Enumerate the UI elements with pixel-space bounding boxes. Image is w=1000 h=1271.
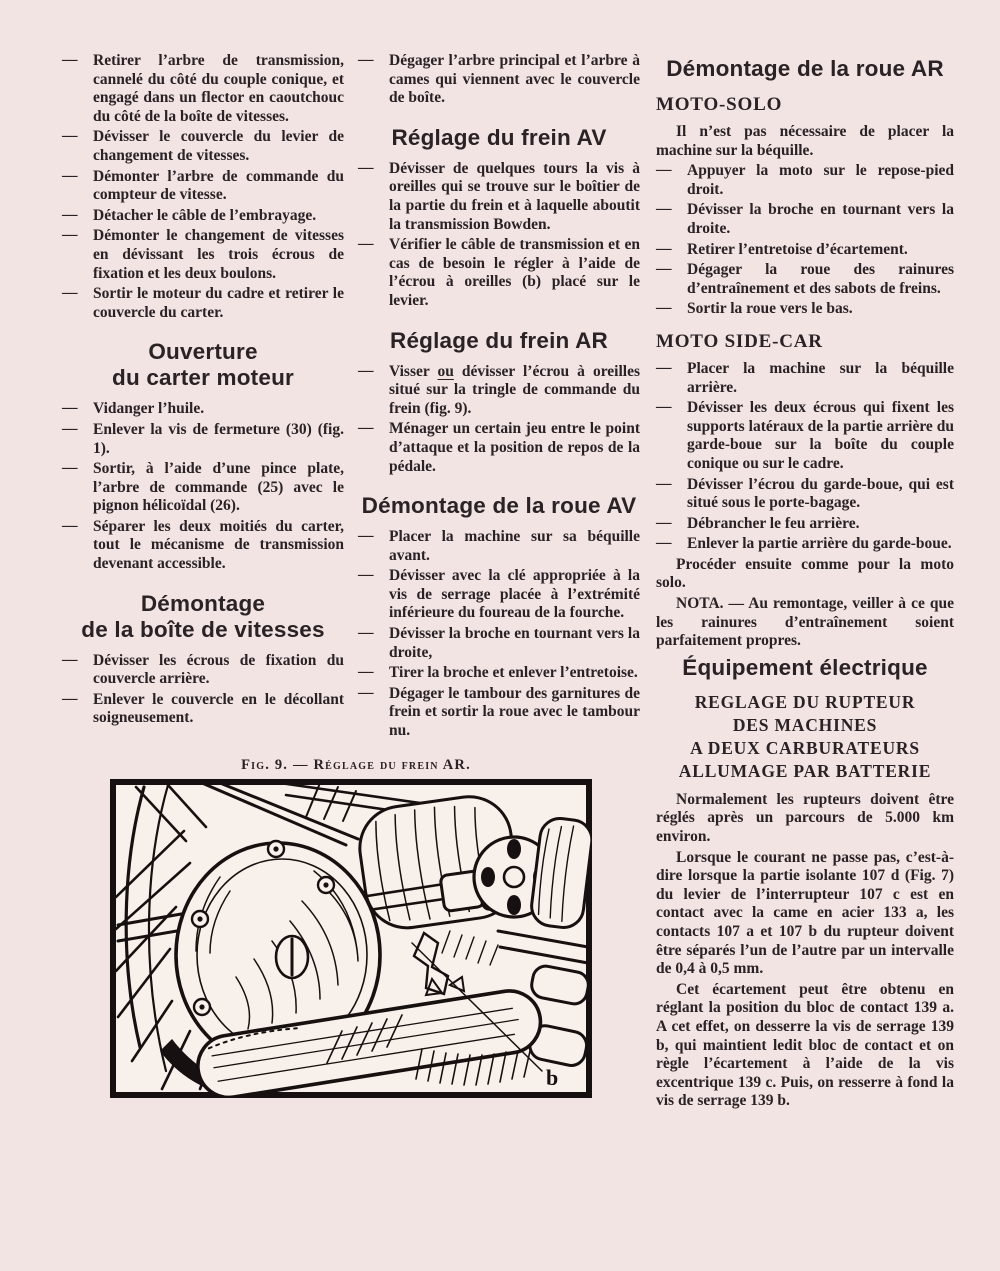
- paragraph: Cet écartement peut être obtenu en réglant la position du bloc de contact 139 a. A cet effet, on desserre la vis de serrage 139 b, qui maintient ledit bloc de contact et on règle l’écartement à l’aide de la vis excentrique 139 c. Puis, on resserre à fond la vis de serrage 139 b.: [656, 980, 954, 1110]
- brake-figure-illustration: [110, 779, 592, 1098]
- list-item: [358, 567, 640, 623]
- heading-line: du carter moteur: [112, 365, 294, 391]
- heading-line: ALLUMAGE PAR BATTERIE: [678, 760, 932, 781]
- list-item: [62, 128, 344, 165]
- list-item: [358, 664, 640, 683]
- item-text: Placer la machine sur sa béquille avant.: [389, 528, 640, 564]
- item-text: Vérifier le câble de transmission et en cas de besoin le régler à l’aide de l’écrou à oreilles (b) placé sur le levier.: [389, 236, 640, 309]
- item-dash-marker: —: [62, 689, 77, 707]
- item-text: Dévisser le couvercle du levier de changement de vitesses.: [93, 128, 344, 164]
- item-text: Sortir le moteur du cadre et retirer le couvercle du carter.: [93, 285, 344, 321]
- item-text: Enlever la partie arrière du garde-boue.: [687, 535, 952, 553]
- column-middle: [358, 52, 640, 743]
- paragraph: Normalement les rupteurs doivent être réglés après un parcours de 5.000 km environ.: [656, 790, 954, 846]
- list-item: [656, 535, 954, 554]
- item-dash-marker: —: [358, 624, 373, 642]
- heading-line: REGLAGE DU RUPTEUR: [694, 691, 916, 712]
- item-text: Sortir, à l’aide d’une pince plate, l’arbre de commande (25) avec le pignon hélicoïdal (26).: [93, 460, 344, 515]
- item-dash-marker: —: [358, 419, 373, 437]
- section-heading: [358, 328, 640, 354]
- item-dash-marker: —: [62, 399, 77, 417]
- item-dash-marker: —: [656, 534, 671, 552]
- heading-line: Réglage du frein AV: [391, 124, 607, 150]
- sub-heading: MOTO SIDE-CAR: [656, 330, 823, 352]
- list-item: [656, 399, 954, 473]
- item-text: Dévisser de quelques tours la vis à oreilles qui se trouve sur le boîtier de la partie du frein et à laquelle aboutit la transmission Bowden.: [389, 159, 640, 233]
- text-columns: [62, 52, 640, 743]
- section-heading: [656, 655, 954, 681]
- item-text: Démonter le changement de vitesses en dévissant les trois écrous de fixation et les deux boulons.: [93, 227, 344, 282]
- sub-heading: MOTO-SOLO: [656, 94, 783, 115]
- item-text: Séparer les deux moitiés du carter, tout le mécanisme de transmission devenant accessible.: [93, 517, 344, 573]
- list-item: [62, 168, 344, 205]
- item-text: Dévisser les deux écrous qui fixent les supports latéraux de la partie arrière du garde-boue sur la boîte du couple conique ou sur le cadre.: [687, 399, 954, 472]
- list-item: [62, 285, 344, 322]
- list-item: [656, 360, 954, 397]
- heading-line: Réglage du frein AR: [390, 327, 608, 353]
- column-left: [62, 52, 344, 743]
- paragraph: Lorsque le courant ne passe pas, c’est-à-dire lorsque la partie isolante 107 d (Fig. 7) du levier de l’interrupteur 107 c est en contact avec la came en acier 133 a, les contacts 107 a et 107 b du rupteur doivent être séparés l’un de l’autre par un intervalle de 0,4 à 0,5 mm.: [656, 848, 954, 978]
- item-dash-marker: —: [656, 200, 671, 218]
- item-text-underlined: ou: [437, 362, 454, 380]
- list-item: [656, 300, 954, 319]
- list-item: [358, 420, 640, 476]
- item-dash-marker: —: [358, 527, 373, 545]
- item-text: Retirer l’arbre de transmission, cannelé du côté du couple conique, et engagé dans un flector en caoutchouc du côté de la boîte de vitesses.: [93, 52, 344, 125]
- list-item: [656, 261, 954, 298]
- section-heading: [358, 493, 640, 519]
- list-item: [656, 201, 954, 238]
- item-text-segment: Visser: [389, 362, 438, 380]
- item-dash-marker: —: [358, 663, 373, 681]
- item-text: Dévisser la broche en tournant vers la droite,: [389, 625, 640, 661]
- item-dash-marker: —: [62, 127, 77, 145]
- item-text: Dévisser l’écrou du garde-boue, qui est situé sous le porte-bagage.: [687, 475, 954, 512]
- list-item: [358, 685, 640, 741]
- figure-label-b: b: [546, 1064, 559, 1090]
- list-item: [656, 241, 954, 260]
- sub-heading-centered: [656, 691, 954, 783]
- item-dash-marker: —: [656, 161, 671, 179]
- item-text: Vidanger l’huile.: [93, 400, 205, 418]
- item-text: Enlever la vis de fermeture (30) (fig. 1).: [93, 420, 344, 457]
- heading-line: Équipement électrique: [682, 654, 928, 680]
- heading-line: Démontage de la roue AR: [666, 56, 944, 81]
- item-dash-marker: —: [656, 358, 671, 376]
- left-area: [62, 52, 640, 1098]
- column-right: [656, 52, 954, 1113]
- figure-caption: Fig. 9. — Réglage du frein AR.: [241, 756, 471, 773]
- list-item: [358, 236, 640, 310]
- item-dash-marker: —: [358, 361, 373, 379]
- list-item: [358, 625, 640, 662]
- item-dash-marker: —: [358, 566, 373, 584]
- list-item: [358, 160, 640, 234]
- item-dash-marker: —: [62, 459, 77, 477]
- item-dash-marker: —: [358, 51, 373, 68]
- item-dash-marker: —: [62, 516, 77, 534]
- list-item: [358, 363, 640, 419]
- list-item: [62, 52, 344, 126]
- list-item: [62, 518, 344, 574]
- item-dash-marker: —: [62, 51, 77, 68]
- item-text: Dégager le tambour des garnitures de frein et sortir la roue avec le tambour nu.: [389, 684, 640, 740]
- heading-line: Démontage: [140, 590, 266, 616]
- item-dash-marker: —: [656, 239, 671, 257]
- item-text: Dégager la roue des rainures d’entraînement et des sabots de freins.: [687, 261, 954, 297]
- heading-line: de la boîte de vitesses: [81, 616, 325, 642]
- item-text: Appuyer la moto sur le repose-pied droit.: [687, 162, 954, 198]
- item-text: Tirer la broche et enlever l’entretoise.: [389, 664, 638, 682]
- list-item: [656, 476, 954, 513]
- item-dash-marker: —: [358, 235, 373, 253]
- item-text: Dégager l’arbre principal et l’arbre à cames qui viennent avec le couvercle de boîte.: [389, 52, 640, 107]
- brake-figure: [110, 757, 592, 1098]
- list-item: [656, 162, 954, 199]
- heading-line: DES MACHINES: [732, 714, 878, 735]
- item-text: Enlever le couvercle en le décollant soigneusement.: [93, 690, 344, 727]
- item-text: Dévisser les écrous de fixation du couvercle arrière.: [93, 651, 344, 688]
- item-dash-marker: —: [358, 683, 373, 701]
- list-item: [358, 52, 640, 108]
- heading-line: A DEUX CARBURATEURS: [690, 737, 920, 758]
- list-item: [62, 460, 344, 516]
- section-heading: [358, 125, 640, 151]
- item-text: [389, 363, 640, 417]
- list-item: [62, 691, 344, 728]
- item-dash-marker: —: [62, 226, 77, 244]
- list-item: [62, 207, 344, 226]
- item-text: Détacher le câble de l’embrayage.: [93, 206, 317, 224]
- item-text: Sortir la roue vers le bas.: [687, 300, 853, 318]
- section-heading: [656, 56, 954, 82]
- list-item: [656, 515, 954, 534]
- paragraph: Il n’est pas nécessaire de placer la machine sur la béquille.: [656, 123, 954, 159]
- paragraph: Procéder ensuite comme pour la moto solo.: [656, 555, 954, 592]
- list-item: [62, 400, 344, 419]
- list-item: [62, 421, 344, 458]
- list-item: [358, 528, 640, 565]
- list-item: [62, 652, 344, 689]
- item-dash-marker: —: [656, 398, 671, 416]
- item-text: Retirer l’entretoise d’écartement.: [687, 240, 908, 258]
- item-text: Dévisser avec la clé appropriée à la vis de serrage placée à l’extrémité inférieure du foureau de la fourche.: [389, 567, 640, 622]
- item-text: Placer la machine sur la béquille arrière.: [687, 359, 954, 396]
- section-heading: [62, 339, 344, 391]
- item-dash-marker: —: [656, 260, 671, 278]
- item-text: Dévisser la broche en tournant vers la droite.: [687, 201, 954, 237]
- item-text: Ménager un certain jeu entre le point d’attaque et la position de repos de la pédale.: [389, 420, 640, 475]
- heading-line: Démontage de la roue AV: [361, 493, 637, 519]
- paragraph: NOTA. — Au remontage, veiller à ce que les rainures d’entraînement soient parfaitement propres.: [656, 595, 954, 650]
- item-dash-marker: —: [358, 158, 373, 176]
- item-dash-marker: —: [656, 474, 671, 492]
- heading-line: Ouverture: [148, 339, 258, 365]
- item-dash-marker: —: [62, 650, 77, 668]
- list-item: [62, 227, 344, 283]
- item-text: Débrancher le feu arrière.: [687, 514, 860, 532]
- item-dash-marker: —: [62, 166, 77, 184]
- item-dash-marker: —: [656, 513, 671, 531]
- section-heading: [62, 591, 344, 643]
- item-dash-marker: —: [62, 419, 77, 437]
- item-text-segment: dévisser l’écrou à oreilles situé sur la tringle de commande du frein (fig. 9).: [389, 362, 641, 417]
- item-dash-marker: —: [62, 284, 77, 302]
- item-text: Démonter l’arbre de commande du compteur de vitesse.: [93, 167, 344, 204]
- item-dash-marker: —: [62, 205, 77, 223]
- item-dash-marker: —: [656, 299, 671, 317]
